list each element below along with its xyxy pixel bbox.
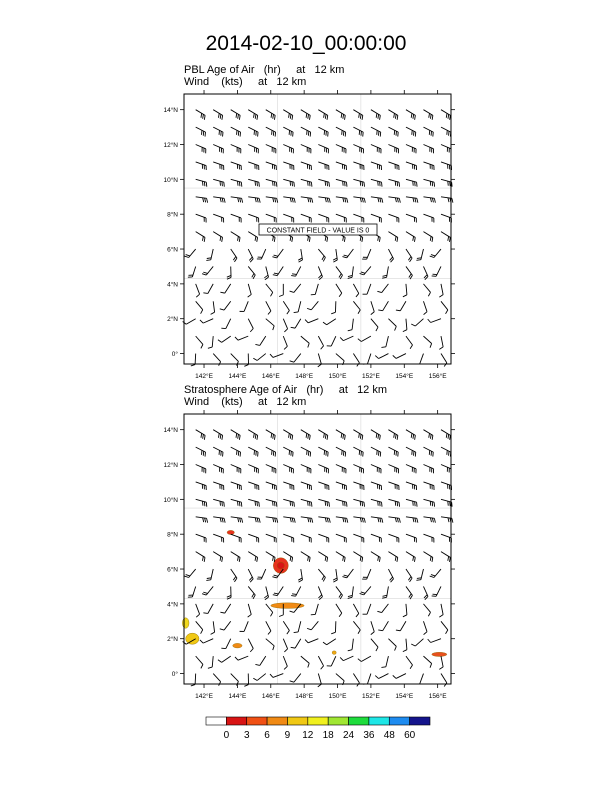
colorbar-swatch (287, 717, 307, 725)
colorbar-label: 3 (243, 730, 250, 741)
colorbar-label: 6 (264, 730, 270, 741)
colorbar-label: 60 (404, 730, 416, 741)
y-tick-label: 6°N (167, 566, 178, 574)
y-tick-label: 4°N (167, 281, 178, 289)
y-tick-label: 10°N (163, 176, 178, 184)
panel2-wind-unit: (kts) (221, 396, 243, 408)
x-tick-label: 150°E (328, 693, 347, 700)
colorbar-swatch (349, 717, 369, 725)
y-tick-label: 0° (171, 351, 178, 359)
y-tick-label: 0° (171, 671, 178, 679)
colorbar-label: 24 (342, 730, 355, 741)
panel1-wind-unit: (kts) (221, 76, 243, 88)
colorbar-label: 0 (223, 730, 230, 741)
x-tick-label: 156°E (428, 693, 447, 700)
panel1-level-at: at (296, 64, 306, 76)
x-tick-label: 156°E (428, 373, 447, 380)
y-tick-label: 10°N (163, 496, 178, 504)
panel2-wind-name: Wind (184, 396, 210, 408)
y-tick-label: 2°N (167, 636, 178, 644)
y-tick-label: 2°N (167, 316, 178, 324)
panel1-field-unit: (hr) (263, 64, 281, 76)
x-tick-label: 154°E (395, 693, 414, 700)
x-tick-label: 142°E (195, 693, 213, 700)
colorbar-swatch (328, 717, 348, 725)
y-tick-label: 8°N (167, 531, 178, 539)
x-tick-label: 150°E (328, 373, 347, 380)
panel1-level: 12 km (314, 64, 345, 76)
panel1-wind-level: 12 km (276, 76, 307, 88)
panel2-field-unit: (hr) (306, 384, 324, 396)
constant-field-annotation: CONSTANT FIELD - VALUE IS 0 (266, 227, 370, 235)
panel2-level-at: at (338, 384, 348, 396)
panel2-wind-at: at (257, 396, 268, 408)
colorbar-label: 48 (383, 730, 395, 741)
x-tick-label: 146°E (261, 373, 280, 380)
y-tick-label: 12°N (163, 142, 178, 150)
panel2-field-name: Stratosphere Age of Air (184, 384, 298, 396)
x-tick-label: 152°E (362, 373, 380, 380)
x-tick-label: 146°E (261, 693, 280, 700)
x-tick-label: 144°E (228, 693, 247, 700)
x-tick-label: 144°E (228, 373, 247, 380)
y-tick-label: 14°N (163, 427, 178, 435)
x-tick-label: 148°E (295, 373, 314, 380)
y-tick-label: 4°N (167, 601, 178, 609)
x-tick-label: 154°E (395, 373, 414, 380)
x-tick-label: 148°E (295, 693, 314, 700)
y-tick-label: 8°N (167, 211, 178, 219)
colorbar-label: 36 (363, 730, 375, 741)
panel1-field-name: PBL Age of Air (184, 64, 255, 76)
colorbar-label: 18 (322, 730, 334, 741)
y-tick-label: 12°N (163, 462, 178, 470)
colorbar-label: 12 (302, 730, 314, 741)
colorbar-swatch (247, 717, 267, 725)
x-tick-label: 152°E (362, 693, 380, 700)
panel2-level: 12 km (357, 384, 388, 396)
colorbar-swatch (226, 717, 246, 725)
panel1-wind-at: at (257, 76, 268, 88)
colorbar-swatch (267, 717, 287, 725)
colorbar-swatch (206, 717, 226, 725)
main-title: 2014-02-10_00:00:00 (205, 32, 407, 55)
colorbar-swatch (308, 717, 328, 725)
x-tick-label: 142°E (195, 373, 213, 380)
colorbar-label: 9 (284, 730, 291, 741)
colorbar-swatch (369, 717, 389, 725)
panel2-wind-level: 12 km (276, 396, 307, 408)
y-tick-label: 14°N (163, 107, 178, 115)
colorbar-swatch (410, 717, 430, 725)
colorbar-swatch (389, 717, 409, 725)
panel1-wind-name: Wind (184, 76, 210, 88)
y-tick-label: 6°N (167, 246, 178, 254)
